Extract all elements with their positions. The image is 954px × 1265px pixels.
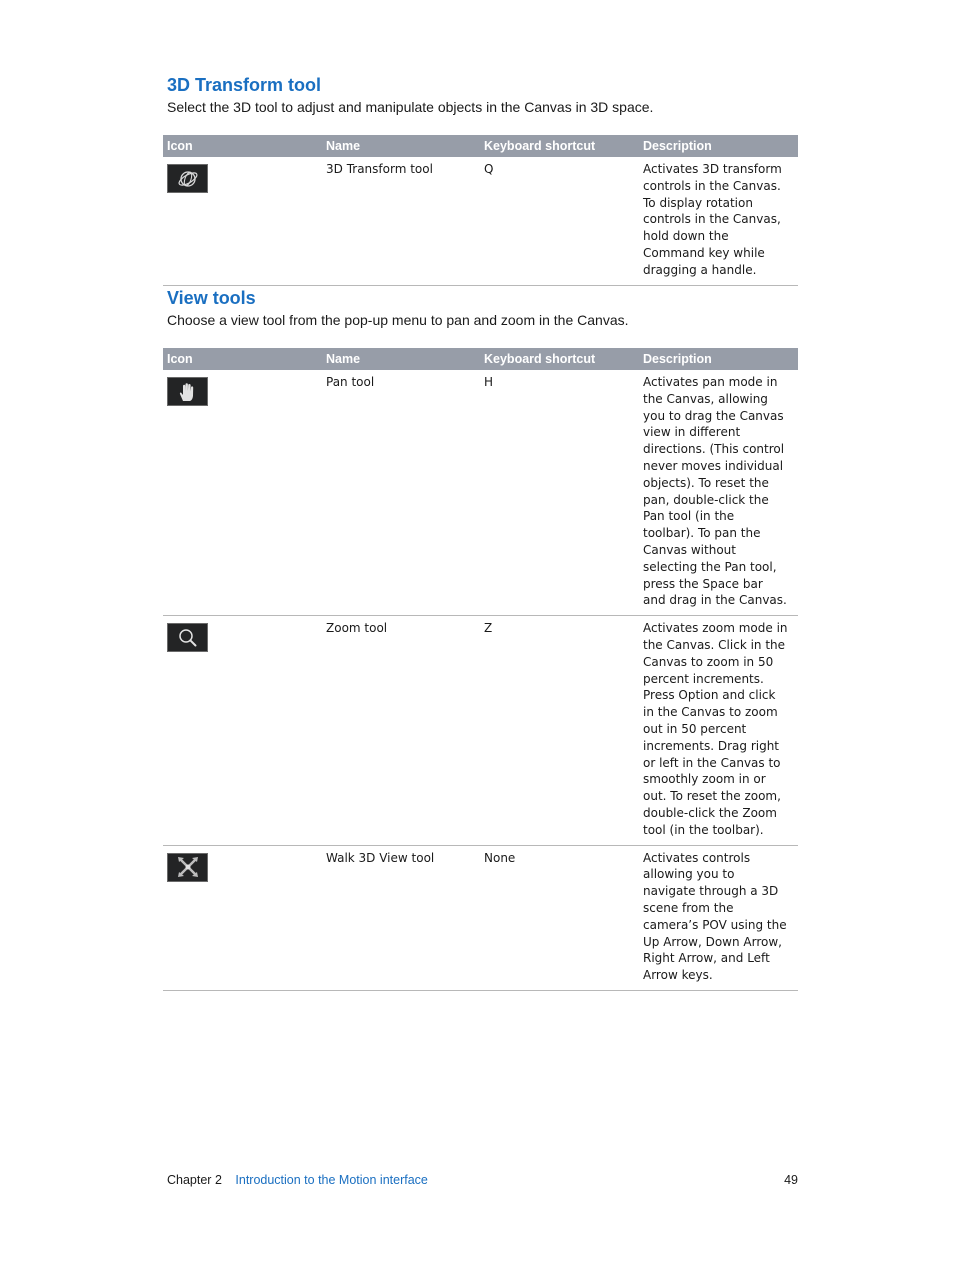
3d-transform-icon [167,164,208,193]
section-intro: Select the 3D tool to adjust and manipulate objects in the Canvas in 3D space. [167,99,654,115]
header-name: Name [322,135,480,157]
footer-chapter: Chapter 2 [167,1173,222,1187]
table-header-row [163,135,798,157]
header-icon: Icon [163,348,322,370]
tool-name: Zoom tool [322,616,480,845]
footer-chapter-link[interactable]: Introduction to the Motion interface [235,1173,428,1187]
tool-description: Activates 3D transform controls in the Canvas. To display rotation controls in the Canvas, hold down the Command key while dragging a handle. [639,157,798,285]
table-header-row [163,348,798,370]
tool-shortcut: Q [480,157,639,285]
icon-cell [163,370,322,616]
header-shortcut: Keyboard shortcut [480,135,639,157]
page-number: 49 [784,1173,798,1187]
section-title: View tools [167,288,256,308]
tool-description: Activates zoom mode in the Canvas. Click in the Canvas to zoom in 50 percent increments. Press Option and click in the Canvas to zoom out in 50 percent increments. Drag right or left in the Canvas to smoothly zoom in or out. To reset the zoom, double-click the Zoom tool (in the toolbar). [639,616,798,845]
tool-shortcut: Z [480,616,639,845]
icon-cell [163,616,322,845]
header-description: Description [639,348,798,370]
hand-icon [167,377,208,406]
tool-shortcut: H [480,370,639,616]
tool-shortcut: None [480,845,639,990]
tool-name: Pan tool [322,370,480,616]
tools-table [163,135,798,286]
icon-cell [163,157,322,285]
section-intro: Choose a view tool from the pop-up menu to pan and zoom in the Canvas. [167,312,629,328]
icon-cell [163,845,322,990]
tool-name: 3D Transform tool [322,157,480,285]
section-view-tools [163,287,798,991]
table-row [163,845,798,990]
header-description: Description [639,135,798,157]
header-shortcut: Keyboard shortcut [480,348,639,370]
walk-3d-icon [167,853,208,882]
tools-table [163,348,798,991]
header-icon: Icon [163,135,322,157]
header-name: Name [322,348,480,370]
page-footer [167,1173,798,1187]
magnifier-icon [167,623,208,652]
table-row [163,370,798,616]
tool-description: Activates controls allowing you to navigate through a 3D scene from the camera’s POV using the Up Arrow, Down Arrow, Right Arrow, and Left Arrow keys. [639,845,798,990]
table-row [163,157,798,285]
tool-description: Activates pan mode in the Canvas, allowing you to drag the Canvas view in different directions. (This control never moves individual objects). To reset the pan, double-click the Pan tool (in the toolbar). To pan the Canvas without selecting the Pan tool, press the Space bar and drag in the Canvas. [639,370,798,616]
tool-name: Walk 3D View tool [322,845,480,990]
section-3d-transform [163,74,798,286]
section-title: 3D Transform tool [167,75,322,95]
table-row [163,616,798,845]
